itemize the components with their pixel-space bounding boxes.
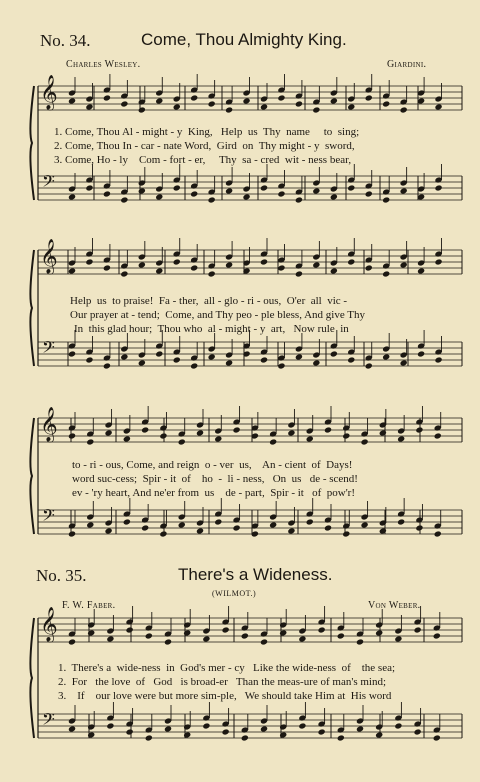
note-head [86, 438, 94, 445]
composer-credit: Von Weber. [368, 600, 421, 611]
note-head [414, 728, 422, 735]
note-head [318, 626, 326, 633]
treble-clef-icon: 𝄞 [40, 239, 58, 274]
note-head [208, 353, 216, 360]
note-head [87, 731, 95, 738]
note-head [279, 629, 287, 636]
note-head [433, 734, 441, 741]
note-head [214, 518, 222, 525]
note-head [120, 270, 128, 277]
hymn-title: Come, Thou Almighty King. [141, 30, 347, 49]
note-head [208, 196, 216, 203]
note-head [159, 432, 167, 439]
note-head [155, 267, 163, 274]
note-head [277, 94, 285, 101]
note-head [400, 261, 408, 268]
note-head [361, 438, 369, 445]
note-head [434, 530, 442, 537]
note-head [337, 632, 345, 639]
note-head [277, 264, 285, 271]
note-head [306, 435, 314, 442]
note-head [434, 184, 442, 191]
note-head [260, 638, 268, 645]
note-head [225, 106, 233, 113]
lyric-line: 3. If our love were but more sim-ple, We should take Him at His word [58, 690, 392, 702]
note-head [356, 725, 364, 732]
note-head [365, 362, 373, 369]
note-head [279, 731, 287, 738]
brace [30, 618, 34, 738]
treble-clef-icon: 𝄞 [40, 75, 58, 110]
note-head [400, 359, 408, 366]
lyric-line: ev - 'ry heart, And ne'er from us de - part, Spir - it of pow'r! [72, 487, 356, 499]
note-head [138, 106, 146, 113]
note-head [433, 632, 441, 639]
note-head [417, 267, 425, 274]
note-head [233, 426, 241, 433]
note-head [173, 356, 181, 363]
note-head [347, 184, 355, 191]
note-head [241, 632, 249, 639]
note-head [68, 267, 76, 274]
bass-clef-icon: 𝄢 [42, 505, 55, 529]
note-head [190, 190, 198, 197]
lyric-line: 3. Come, Ho - ly Com - fort - er, Thy sa - cred wit - ness bear, [54, 154, 352, 166]
note-head [138, 261, 146, 268]
note-head [233, 524, 241, 531]
note-head [173, 258, 181, 265]
note-head [87, 629, 95, 636]
note-head [347, 356, 355, 363]
note-head [375, 629, 383, 636]
note-head [225, 359, 233, 366]
note-head [190, 362, 198, 369]
note-head [298, 722, 306, 729]
note-head [68, 432, 76, 439]
note-head [173, 184, 181, 191]
note-head [434, 103, 442, 110]
note-head [183, 731, 191, 738]
note-head [183, 629, 191, 636]
note-head [379, 527, 387, 534]
note-head [85, 258, 93, 265]
note-head [414, 626, 422, 633]
hymn-number: No. 34. [40, 31, 91, 50]
note-head [86, 521, 94, 528]
note-head [287, 527, 295, 534]
lyric-line: to - ri - ous, Come, and reign o - ver us, An - cient of Days! [72, 459, 353, 471]
note-head [241, 734, 249, 741]
note-head [190, 264, 198, 271]
note-head [394, 635, 402, 642]
note-head [342, 530, 350, 537]
note-head [164, 725, 172, 732]
note-head [225, 187, 233, 194]
note-head [222, 626, 230, 633]
note-head [222, 728, 230, 735]
note-head [295, 100, 303, 107]
note-head [269, 521, 277, 528]
note-head [295, 270, 303, 277]
note-head [277, 190, 285, 197]
note-head [141, 426, 149, 433]
note-head [208, 270, 216, 277]
note-head [347, 258, 355, 265]
note-head [312, 359, 320, 366]
note-head [68, 350, 76, 357]
note-head [324, 524, 332, 531]
author-credit: F. W. Faber. [62, 600, 116, 611]
lyric-line: Help us to praise! Fa - ther, all - glo - ri - ous, O'er all vic - [70, 295, 348, 307]
note-head [260, 103, 268, 110]
note-head [400, 106, 408, 113]
note-head [242, 97, 250, 104]
note-head [105, 429, 113, 436]
bass-clef-icon: 𝄢 [42, 171, 55, 195]
note-head [105, 527, 113, 534]
note-head [379, 429, 387, 436]
note-head [382, 353, 390, 360]
note-head [365, 94, 373, 101]
note-head [85, 184, 93, 191]
note-head [159, 530, 167, 537]
lyric-line: word suc-cess; Spir - it of ho - li - ness, On us de - scend! [72, 473, 358, 485]
note-head [155, 97, 163, 104]
note-head [375, 731, 383, 738]
note-head [85, 103, 93, 110]
note-head [382, 100, 390, 107]
bass-clef-icon: 𝄢 [42, 337, 55, 361]
note-head [260, 725, 268, 732]
note-head [312, 261, 320, 268]
note-head [68, 638, 76, 645]
note-head [68, 193, 76, 200]
bass-clef-icon: 𝄢 [42, 709, 55, 733]
note-head [298, 635, 306, 642]
note-head [382, 196, 390, 203]
note-head [126, 728, 134, 735]
lyric-line: 2. Come, Thou In - car - nate Word, Gird on Thy might - y sword, [54, 140, 355, 152]
note-head [365, 190, 373, 197]
note-head [415, 524, 423, 531]
note-head [214, 435, 222, 442]
note-head [434, 432, 442, 439]
note-head [330, 267, 338, 274]
note-head [330, 350, 338, 357]
note-head [190, 94, 198, 101]
note-head [312, 106, 320, 113]
note-head [123, 518, 131, 525]
lyric-line: 2. For the love of God is broad-er Than the meas-ure of man's mind; [58, 676, 387, 688]
brace [30, 418, 34, 534]
note-head [361, 521, 369, 528]
note-head [164, 638, 172, 645]
note-head [145, 632, 153, 639]
note-head [347, 103, 355, 110]
note-head [397, 518, 405, 525]
treble-clef-icon: 𝄞 [40, 607, 58, 642]
note-head [365, 264, 373, 271]
note-head [173, 103, 181, 110]
note-head [138, 359, 146, 366]
hymn-title: There's a Wideness. [178, 565, 333, 584]
note-head [120, 100, 128, 107]
note-head [400, 187, 408, 194]
note-head [178, 438, 186, 445]
brace [30, 86, 34, 200]
note-head [337, 734, 345, 741]
note-head [312, 187, 320, 194]
note-head [126, 626, 134, 633]
note-head [68, 97, 76, 104]
lyric-line: 1. There's a wide-ness in God's mer - cy Like the wide-ness of the sea; [58, 662, 396, 674]
note-head [277, 362, 285, 369]
note-head [178, 521, 186, 528]
author-credit: Charles Wesley. [66, 59, 141, 70]
note-head [138, 187, 146, 194]
lyric-line: In this glad hour; Thou who al - might - y art, Now rule in [74, 323, 349, 335]
note-head [260, 356, 268, 363]
note-head [356, 638, 364, 645]
note-head [202, 635, 210, 642]
note-head [394, 722, 402, 729]
note-head [202, 722, 210, 729]
brace [30, 250, 34, 366]
note-head [103, 362, 111, 369]
note-head [196, 527, 204, 534]
note-head [434, 356, 442, 363]
note-head [295, 196, 303, 203]
note-head [68, 725, 76, 732]
note-head [295, 353, 303, 360]
note-head [287, 429, 295, 436]
note-head [85, 356, 93, 363]
tune-name: (WILMOT.) [212, 589, 257, 598]
note-head [434, 258, 442, 265]
note-head [330, 193, 338, 200]
note-head [155, 350, 163, 357]
note-head [145, 734, 153, 741]
note-head [324, 426, 332, 433]
note-head [196, 429, 204, 436]
note-head [242, 193, 250, 200]
note-head [120, 196, 128, 203]
note-head [155, 193, 163, 200]
note-head [260, 258, 268, 265]
note-head [342, 432, 350, 439]
note-head [106, 722, 114, 729]
note-head [306, 518, 314, 525]
note-head [225, 261, 233, 268]
lyric-line: Our prayer at - tend; Come, and Thy peo - ple bless, And give Thy [70, 309, 366, 321]
note-head [103, 264, 111, 271]
note-head [269, 438, 277, 445]
hymn-number: No. 35. [36, 566, 87, 585]
note-head [68, 530, 76, 537]
note-head [103, 94, 111, 101]
lyric-line: 1. Come, Thou Al - might - y King, Help us Thy name to sing; [54, 126, 360, 138]
note-head [415, 426, 423, 433]
note-head [417, 350, 425, 357]
note-head [103, 190, 111, 197]
note-head [382, 270, 390, 277]
note-head [260, 184, 268, 191]
note-head [397, 435, 405, 442]
note-head [330, 97, 338, 104]
composer-credit: Giardini. [387, 59, 427, 70]
note-head [318, 728, 326, 735]
treble-clef-icon: 𝄞 [40, 407, 58, 442]
note-head [106, 635, 114, 642]
note-head [123, 435, 131, 442]
note-head [208, 100, 216, 107]
note-head [120, 353, 128, 360]
note-head [141, 524, 149, 531]
